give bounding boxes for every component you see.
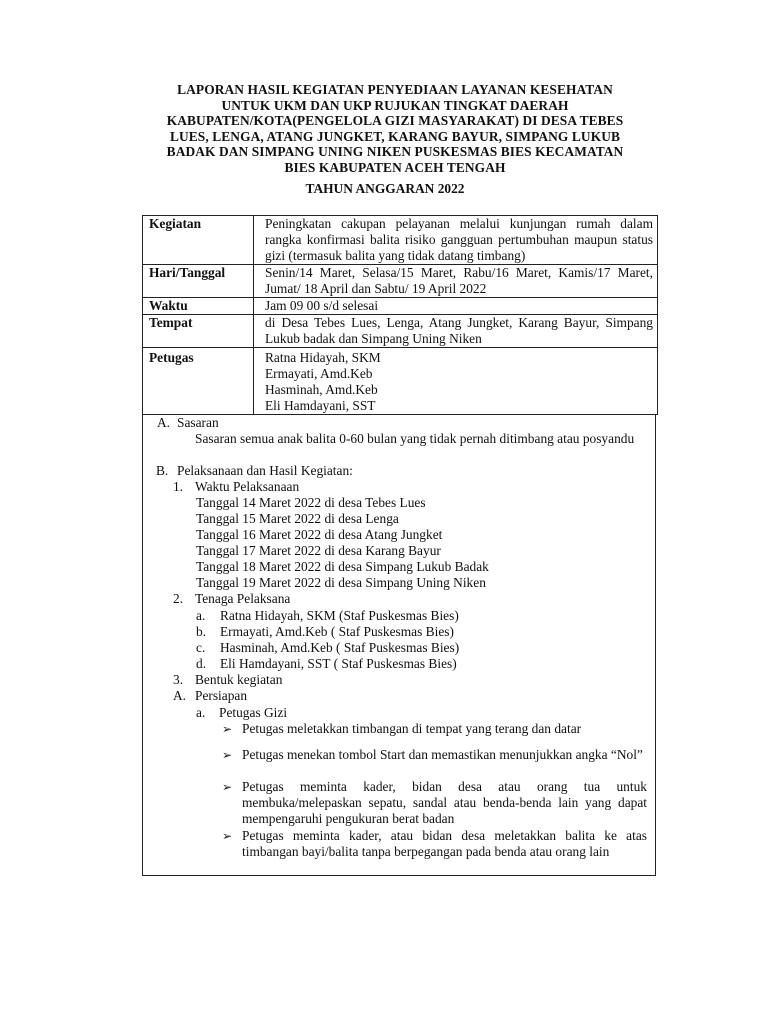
staff-marker: b. [196,624,207,639]
date-line: Tanggal 15 Maret 2022 di desa Lenga [196,511,399,526]
section-title: Sasaran [177,415,219,430]
activity-info-table [142,215,658,415]
item-marker: 1. [173,479,184,494]
item-title: Bentuk kegiatan [195,672,283,687]
staff-marker: d. [196,656,207,671]
staff-marker: c. [196,640,206,655]
arrow-bullet-icon: ➢ [222,748,233,762]
arrow-bullet-icon: ➢ [222,780,233,794]
sasaran-text: Sasaran semua anak balita 0-60 bulan yang tidak pernah ditimbang atau posyandu [195,431,635,446]
report-title [130,82,660,176]
sub-marker: a. [196,705,206,720]
staff-line: Ratna Hidayah, SKM (Staf Puskesmas Bies) [220,608,459,623]
hari-label: Hari/Tanggal [143,265,254,298]
item-title: Tenaga Pelaksana [195,591,291,606]
sub-marker: A. [173,688,187,703]
section-marker: A. [157,415,171,430]
staff-marker: a. [196,608,206,623]
date-line: Tanggal 16 Maret 2022 di desa Atang Jungket [196,527,443,542]
petugas-item: Ermayati, Amd.Keb [265,366,373,381]
budget-year: TAHUN ANGGARAN 2022 [305,181,465,196]
petugas-item: Eli Hamdayani, SST [265,398,376,413]
title-line: UNTUK UKM DAN UKP RUJUKAN TINGKAT DAERAH [221,97,569,113]
item-title: Waktu Pelaksanaan [195,479,300,494]
arrow-bullet-icon: ➢ [222,829,233,843]
date-line: Tanggal 14 Maret 2022 di desa Tebes Lues [196,495,426,510]
kegiatan-label: Kegiatan [143,216,254,265]
sub-title: Petugas Gizi [219,705,288,720]
section-title: Pelaksanaan dan Hasil Kegiatan: [177,463,353,478]
title-line: LUES, LENGA, ATANG JUNGKET, KARANG BAYUR, SIMPANG LUKUB [169,128,621,144]
tempat-label: Tempat [143,315,254,348]
waktu-label: Waktu [143,298,254,315]
bullet-text: Petugas meletakkan timbangan di tempat yang terang dan datar [242,721,582,736]
table-row [143,315,658,348]
staff-line: Ermayati, Amd.Keb ( Staf Puskesmas Bies) [220,624,454,639]
staff-line: Hasminah, Amd.Keb ( Staf Puskesmas Bies) [220,640,460,655]
title-line: KABUPATEN/KOTA(PENGELOLA GIZI MASYARAKAT) DI DESA TEBES [166,113,624,129]
petugas-item: Ratna Hidayah, SKM [265,350,381,365]
date-line: Tanggal 19 Maret 2022 di desa Simpang Uning Niken [196,575,486,590]
petugas-label: Petugas [143,348,254,415]
table-row [143,265,658,298]
staff-line: Eli Hamdayani, SST ( Staf Puskesmas Bies) [220,656,457,671]
item-marker: 2. [173,591,184,606]
item-marker: 3. [173,672,184,687]
bullet-text: Petugas menekan tombol Start dan memastikan menunjukkan angka “Nol” [242,747,643,762]
date-line: Tanggal 18 Maret 2022 di desa Simpang Lukub Badak [196,559,489,574]
waktu-value: Jam 09 00 s/d selesai [254,298,658,315]
arrow-bullet-icon: ➢ [222,722,233,736]
petugas-item: Hasminah, Amd.Keb [265,382,378,397]
tempat-value: di Desa Tebes Lues, Lenga, Atang Jungket, Karang Bayur, Simpang Lukub badak dan Simpang Uning Niken [254,315,658,348]
bullet-text: Petugas meminta kader, bidan desa atau orang tua untuk membuka/melepaskan sepatu, sandal atau benda-benda lain yang dapat mempengaruhi pengukuran berat badan [242,779,647,826]
date-line: Tanggal 17 Maret 2022 di desa Karang Bayur [196,543,441,558]
kegiatan-value: Peningkatan cakupan pelayanan melalui kunjungan rumah dalam rangka konfirmasi balita risiko gangguan pertumbuhan maupun status gizi (termasuk balita yang tidak datang timbang) [254,216,658,265]
table-row [143,216,658,265]
table-row [143,298,658,315]
title-line: LAPORAN HASIL KEGIATAN PENYEDIAAN LAYANAN KESEHATAN [177,82,613,97]
sub-title: Persiapan [195,688,248,703]
title-line: BADAK DAN SIMPANG UNING NIKEN PUSKESMAS BIES KECAMATAN [166,144,624,160]
table-row [143,348,658,415]
section-marker: B. [156,463,169,478]
bullet-text: Petugas meminta kader, atau bidan desa meletakkan balita ke atas timbangan bayi/balita tanpa berpegangan pada benda atau orang lain [242,828,647,859]
title-line: BIES KABUPATEN ACEH TENGAH [284,159,506,175]
hari-value: Senin/14 Maret, Selasa/15 Maret, Rabu/16 Maret, Kamis/17 Maret, Jumat/ 18 April dan Sabtu/ 19 April 2022 [254,265,658,298]
petugas-value [254,348,658,415]
